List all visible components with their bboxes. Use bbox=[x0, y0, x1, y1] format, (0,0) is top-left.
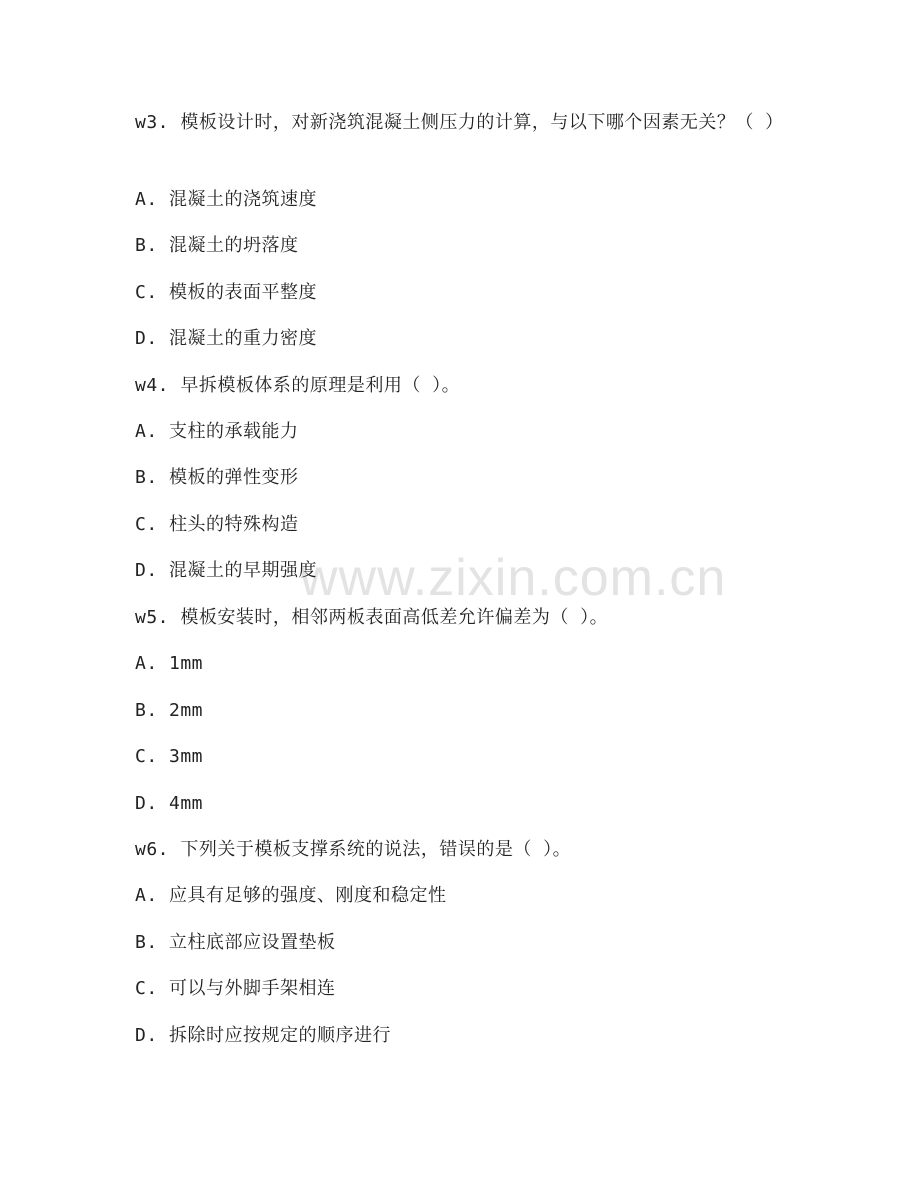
option-w4-d: D. 混凝土的早期强度 bbox=[135, 560, 318, 581]
option-w6-c: C. 可以与外脚手架相连 bbox=[135, 978, 336, 999]
option-w4-a: A. 支柱的承载能力 bbox=[135, 421, 299, 442]
option-w3-a: A. 混凝土的浇筑速度 bbox=[135, 189, 318, 210]
question-stem-w4: w4. 早拆模板体系的原理是利用（ ）。 bbox=[135, 375, 461, 396]
option-w3-d: D. 混凝土的重力密度 bbox=[135, 328, 318, 349]
option-w4-b: B. 模板的弹性变形 bbox=[135, 467, 299, 488]
option-w5-d: D. 4mm bbox=[135, 793, 204, 814]
question-stem-w6: w6. 下列关于模板支撑系统的说法，错误的是（ ）。 bbox=[135, 839, 572, 860]
option-w6-a: A. 应具有足够的强度、刚度和稳定性 bbox=[135, 885, 447, 906]
option-w5-b: B. 2mm bbox=[135, 700, 204, 721]
option-w5-a: A. 1mm bbox=[135, 653, 204, 674]
option-w3-b: B. 混凝土的坍落度 bbox=[135, 235, 299, 256]
question-stem-w5: w5. 模板安装时，相邻两板表面高低差允许偏差为（ ）。 bbox=[135, 607, 609, 628]
question-stem-w3: w3. 模板设计时，对新浇筑混凝土侧压力的计算，与以下哪个因素无关？（ ） bbox=[135, 112, 784, 133]
option-w3-c: C. 模板的表面平整度 bbox=[135, 282, 318, 303]
watermark: www.zixin.com.cn bbox=[300, 549, 727, 607]
option-w4-c: C. 柱头的特殊构造 bbox=[135, 514, 299, 535]
option-w6-b: B. 立柱底部应设置垫板 bbox=[135, 932, 336, 953]
option-w5-c: C. 3mm bbox=[135, 746, 204, 767]
option-w6-d: D. 拆除时应按规定的顺序进行 bbox=[135, 1025, 392, 1046]
